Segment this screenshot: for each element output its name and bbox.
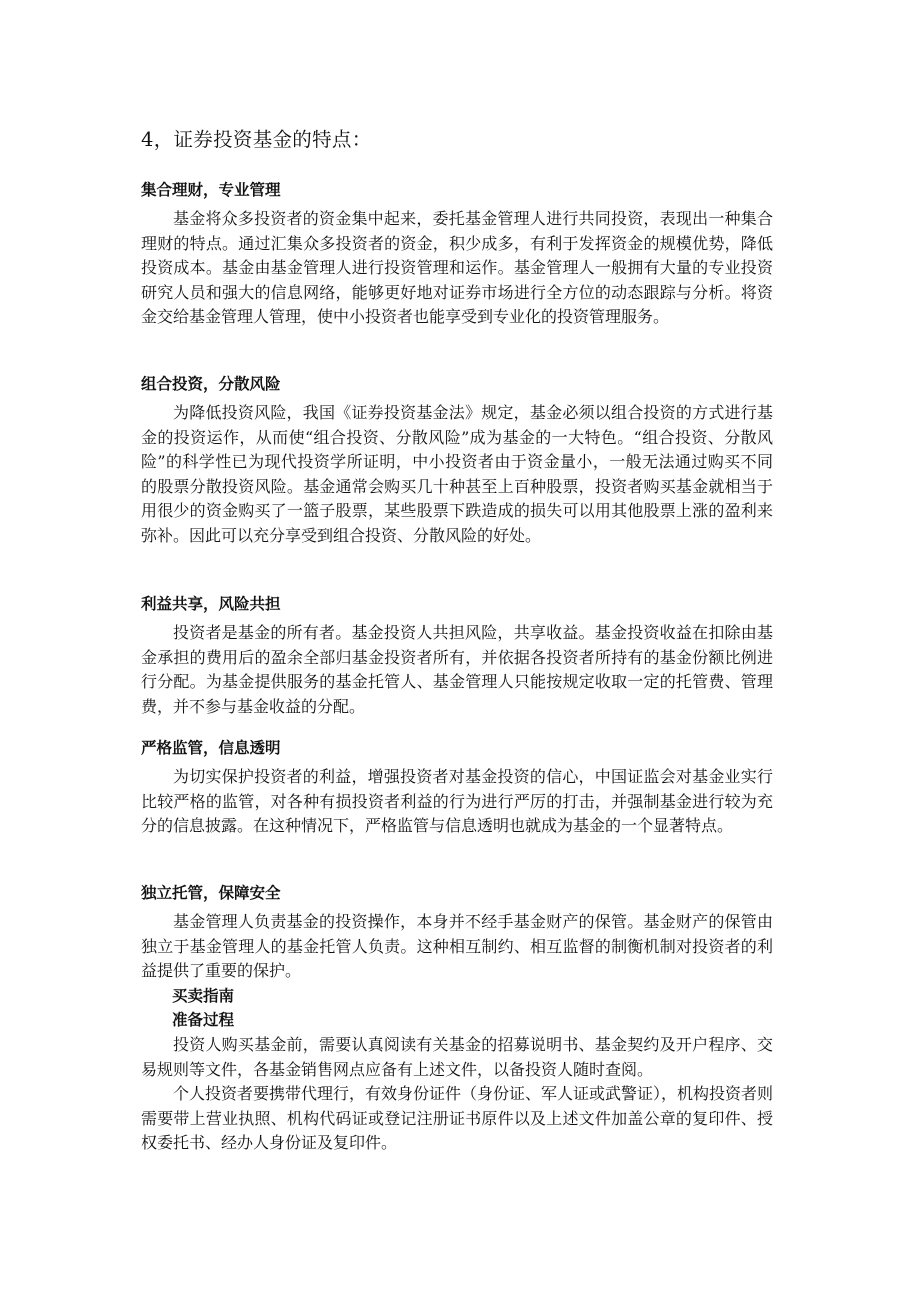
section-paragraph: 为切实保护投资者的利益，增强投资者对基金投资的信心，中国证监会对基金业实行比较严格的监管，对各种有损投资者利益的行为进行严厉的打击，并强制基金进行较为充分的信息披露。在这种情况下，严格监管与信息透明也就成为基金的一个显著特点。 xyxy=(141,767,773,836)
section-paragraph: 基金将众多投资者的资金集中起来，委托基金管理人进行共同投资，表现出一种集合理财的特点。通过汇集众多投资者的资金，积少成多，有利于发挥资金的规模优势，降低投资成本。基金由基金管理人进行投资管理和运作。基金管理人一般拥有大量的专业投资研究人员和强大的信息网络，能够更好地对证券市场进行全方位的动态跟踪与分析。将资金交给基金管理人管理，使中小投资者也能享受到专业化的投资管理服务。 xyxy=(141,209,773,327)
section-heading: 严格监管，信息透明 xyxy=(141,739,281,757)
section-independent-custody xyxy=(141,881,773,1156)
documents-required-paragraph: 个人投资者要携带代理行，有效身份证件（身份证、军人证或武警证），机构投资者则需要带上营业执照、机构代码证或登记注册证书原件以及上述文件加盖公章的复印件、授权委托书、经办人身份证及复印件。 xyxy=(141,1084,774,1153)
section-paragraph: 投资者是基金的所有者。基金投资人共担风险，共享收益。基金投资收益在扣除由基金承担的费用后的盈余全部归基金投资者所有，并依据各投资者所持有的基金份额比例进行分配。为基金提供服务的基金托管人、基金管理人只能按规定收取一定的托管费、管理费，并不参与基金收益的分配。 xyxy=(141,623,773,716)
section-strict-supervision xyxy=(141,736,773,839)
section-collective-management xyxy=(141,178,773,330)
section-heading: 利益共享，风险共担 xyxy=(141,595,281,613)
section-paragraph: 基金管理人负责基金的投资操作，本身并不经手基金财产的保管。基金财产的保管由独立于基金管理人的基金托管人负责。这种相互制约、相互监督的制衡机制对投资者的利益提供了重要的保护。 xyxy=(141,912,773,981)
section-paragraph: 为降低投资风险，我国《证券投资基金法》规定，基金必须以组合投资的方式进行基金的投资运作，从而使“组合投资、分散风险”成为基金的一大特色。“组合投资、分散风险”的科学性已为现代投资学所证明，中小投资者由于资金量小，一般无法通过购买不同的股票分散投资风险。基金通常会购买几十种甚至上百种股票，投资者购买基金就相当于用很少的资金购买了一篮子股票，某些股票下跌造成的损失可以用其他股票上涨的盈利来弥补。因此可以充分享受到组合投资、分散风险的好处。 xyxy=(141,403,773,545)
section-portfolio-diversification xyxy=(141,372,773,549)
preparation-heading: 准备过程 xyxy=(172,1011,235,1030)
preparation-paragraph: 投资人购买基金前，需要认真阅读有关基金的招募说明书、基金契约及开户程序、交易规则等文件，各基金销售网点应备有上述文件，以备投资人随时查阅。 xyxy=(141,1034,773,1079)
section-shared-benefits-risks xyxy=(141,592,773,719)
trading-guide-heading: 买卖指南 xyxy=(172,986,235,1005)
section-heading: 集合理财，专业管理 xyxy=(141,181,281,199)
section-heading: 组合投资，分散风险 xyxy=(141,375,281,393)
section-heading: 独立托管，保障安全 xyxy=(141,884,281,902)
page-title: 4，证券投资基金的特点： xyxy=(141,128,372,151)
